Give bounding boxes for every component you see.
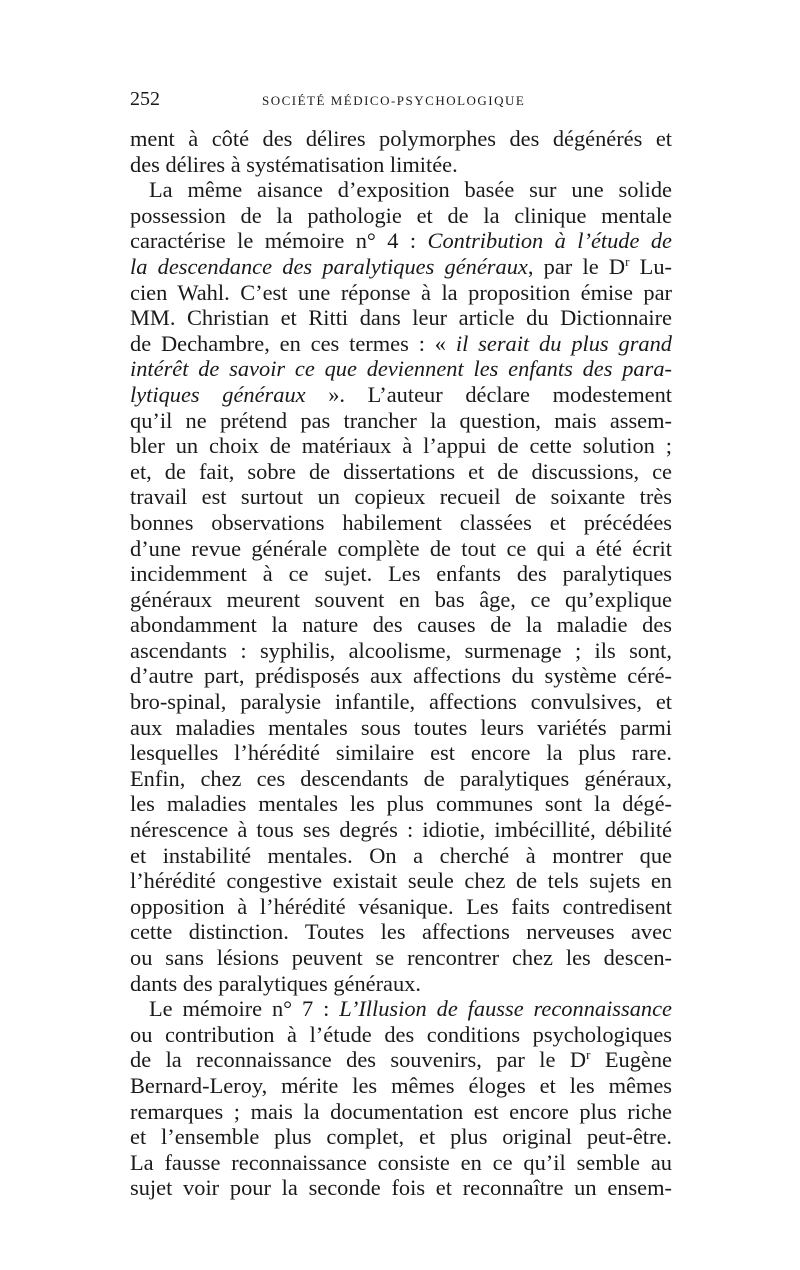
- text-line: ou contribution à l’étude des conditions psychologiques: [130, 1021, 672, 1047]
- text-line: ment à côté des délires polymorphes des dégénérés et: [130, 126, 672, 151]
- text-line: caractérise le mémoire n° 4 : Contribution à l’étude de: [130, 228, 672, 254]
- body-text: [130, 126, 672, 1201]
- text-line: d’autre part, prédisposés aux affections du système céré-: [130, 663, 672, 689]
- text-line: les maladies mentales les plus communes sont la dégé-: [130, 791, 672, 817]
- page-header: [130, 88, 672, 114]
- text-line: d’une revue générale complète de tout ce qui a été écrit: [130, 535, 672, 561]
- text-line: ou sans lésions peuvent se rencontrer chez les descen-: [130, 945, 672, 970]
- running-head: SOCIÉTÉ MÉDICO-PSYCHOLOGIQUE: [262, 93, 526, 108]
- text-line: possession de la pathologie et de la clinique mentale: [130, 202, 672, 228]
- text-line: La même aisance d’exposition basée sur une solide: [149, 177, 672, 203]
- text-line: qu’il ne prétend pas trancher la question, mais assem-: [130, 407, 672, 433]
- text-line: bler un choix de matériaux à l’appui de cette solution ;: [130, 433, 672, 459]
- text-line: la descendance des paralytiques généraux, par le $D^r$ Lu-: [130, 253, 672, 279]
- text-line: abondamment la nature des causes de la maladie des: [130, 612, 672, 638]
- text-line: et, de fait, sobre de dissertations et de discussions, ce: [130, 458, 672, 484]
- text-line: bonnes observations habilement classées et précédées: [130, 509, 672, 535]
- book-page: [130, 88, 672, 1201]
- text-line: dants des paralytiques généraux.: [130, 970, 421, 996]
- text-line: sujet voir pour la seconde fois et reconnaître un ensem-: [130, 1175, 672, 1201]
- page-number: 252: [130, 88, 160, 110]
- text-line: et instabilité mentales. On a cherché à montrer que: [130, 842, 672, 868]
- text-line: de Dechambre, en ces termes : « il serait du plus grand: [130, 330, 672, 356]
- text-line: aux maladies mentales sous toutes leurs variétés parmi: [130, 714, 672, 740]
- text-line: cien Wahl. C’est une réponse à la proposition émise par: [130, 279, 672, 305]
- text-line: Le mémoire n° 7 : L’Illusion de fausse reconnaissance: [149, 996, 672, 1022]
- text-line: l’hérédité congestive existait seule chez de tels sujets en: [130, 868, 672, 894]
- text-line: incidemment à ce sujet. Les enfants des paralytiques: [130, 561, 672, 587]
- text-line: bro-spinal, paralysie infantile, affections convulsives, et: [130, 689, 672, 715]
- text-line: cette distinction. Toutes les affections nerveuses avec: [130, 919, 672, 945]
- text-line: MM. Christian et Ritti dans leur article du Dictionnaire: [130, 305, 672, 331]
- text-line: lytiques généraux ». L’auteur déclare modestement: [130, 381, 672, 407]
- text-line: ascendants : syphilis, alcoolisme, surmenage ; ils sont,: [130, 637, 672, 663]
- text-line: lesquelles l’hérédité similaire est encore la plus rare.: [130, 740, 672, 766]
- text-line: des délires à systématisation limitée.: [130, 151, 458, 177]
- text-line: Enfin, chez ces descendants de paralytiques généraux,: [130, 765, 672, 791]
- text-line: Bernard-Leroy, mérite les mêmes éloges et les mêmes: [130, 1072, 672, 1098]
- text-line: et l’ensemble plus complet, et plus original peut-être.: [130, 1124, 672, 1150]
- text-line: opposition à l’hérédité vésanique. Les faits contredisent: [130, 893, 672, 919]
- text-line: remarques ; mais la documentation est encore plus riche: [130, 1098, 672, 1124]
- text-line: généraux meurent souvent en bas âge, ce qu’explique: [130, 586, 672, 612]
- text-line: de la reconnaissance des souvenirs, par le $D^r$ Eugène: [130, 1047, 672, 1073]
- text-line: La fausse reconnaissance consiste en ce qu’il semble au: [130, 1149, 672, 1175]
- text-line: travail est surtout un copieux recueil de soixante très: [130, 484, 672, 510]
- text-line: intérêt de savoir ce que deviennent les enfants des para-: [130, 356, 672, 382]
- text-line: nérescence à tous ses degrés : idiotie, imbécillité, débilité: [130, 817, 672, 843]
